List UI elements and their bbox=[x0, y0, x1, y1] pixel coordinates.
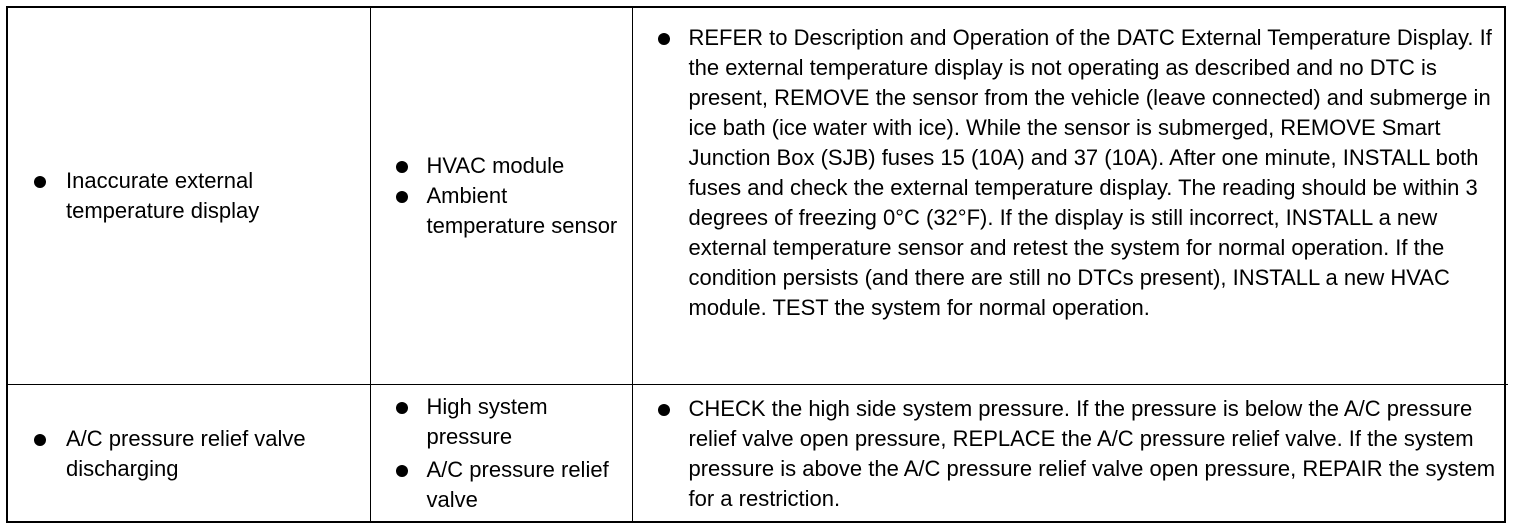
action-text: CHECK the high side system pressure. If the pressure is below the A/C pressure relief valve open pressure, REPLACE the A/C pressure relief valve. If the system pressure is above the A/C pressure relief valve open pressure, REPAIR the system for a restriction. bbox=[688, 395, 1496, 511]
bullet-icon bbox=[396, 161, 408, 173]
table-row bbox=[8, 8, 1508, 384]
source-text: A/C pressure relief valve bbox=[426, 457, 609, 513]
bullet-icon bbox=[396, 191, 408, 203]
list-item bbox=[633, 23, 1509, 323]
symptom-chart-table bbox=[8, 8, 1508, 523]
diagnosis-table-frame bbox=[6, 6, 1506, 523]
list-item bbox=[371, 392, 632, 452]
condition-text: A/C pressure relief valve discharging bbox=[66, 425, 306, 481]
source-text: High system pressure bbox=[426, 394, 548, 450]
possible-source-cell bbox=[370, 384, 632, 523]
bullet-icon bbox=[396, 402, 408, 414]
list-item bbox=[633, 394, 1509, 514]
list-item bbox=[371, 151, 632, 181]
list-item bbox=[371, 181, 632, 241]
bullet-icon bbox=[658, 404, 670, 416]
source-text: Ambient temperature sensor bbox=[426, 182, 618, 238]
list-item bbox=[8, 424, 350, 484]
bullet-icon bbox=[34, 434, 46, 446]
condition-cell bbox=[8, 8, 370, 384]
action-text: REFER to Description and Operation of the DATC External Temperature Display. If the external temperature display is not operating as described and no DTC is present, REMOVE the sensor from the vehicle (leave connected) and submerge in ice bath (ice water with ice). While the sensor is submerged, REMOVE Smart Junction Box (SJB) fuses 15 (10A) and 37 (10A). After one minute, INSTALL both fuses and check the external temperature display. The reading should be within 3 degrees of freezing 0°C (32°F). If the display is still incorrect, INSTALL a new external temperature sensor and retest the system for normal operation. If the condition persists (and there are still no DTCs present), INSTALL a new HVAC module. TEST the system for normal operation. bbox=[688, 25, 1492, 320]
list-item bbox=[371, 455, 632, 515]
action-cell bbox=[632, 384, 1508, 523]
bullet-icon bbox=[34, 176, 46, 188]
list-item bbox=[8, 166, 350, 226]
bullet-icon bbox=[396, 465, 408, 477]
possible-source-cell bbox=[370, 8, 632, 384]
action-cell bbox=[632, 8, 1508, 384]
bullet-icon bbox=[658, 33, 670, 45]
source-text: HVAC module bbox=[426, 152, 565, 178]
condition-cell bbox=[8, 384, 370, 523]
table-row bbox=[8, 384, 1508, 523]
condition-text: Inaccurate external temperature display bbox=[66, 167, 260, 223]
